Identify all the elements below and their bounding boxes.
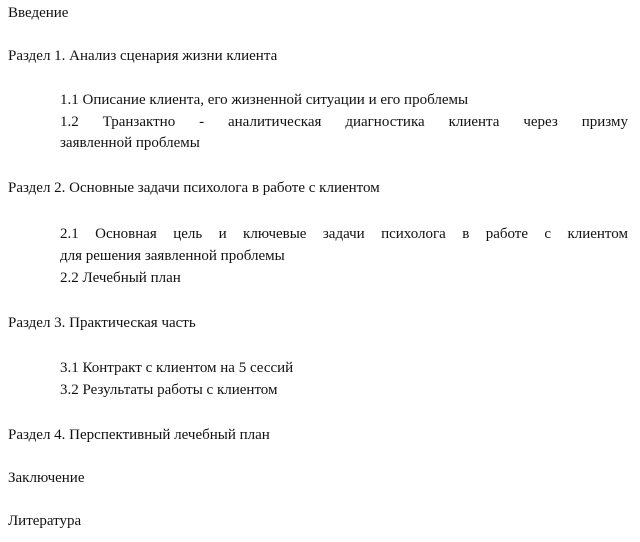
toc-section-3-title: Раздел 3. Практическая часть — [8, 315, 196, 331]
toc-section-1-title: Раздел 1. Анализ сценария жизни клиента — [8, 48, 278, 64]
toc-item-3-1: 3.1 Контракт с клиентом на 5 сессий — [60, 360, 294, 376]
toc-item-2-1-line-2: для решения заявленной проблемы — [60, 248, 285, 264]
toc-literature: Литература — [8, 513, 82, 529]
toc-conclusion: Заключение — [8, 470, 85, 486]
toc-item-2-2: 2.2 Лечебный план — [60, 270, 181, 286]
toc-item-2-1-line-1: 2.1 Основная цель и ключевые задачи психолога в работе с клиентом — [60, 226, 628, 242]
toc-item-1-2-line-2: заявленной проблемы — [60, 135, 200, 151]
toc-item-1-2-line-1: 1.2 Транзактно - аналитическая диагностика клиента через призму — [60, 114, 628, 130]
toc-item-3-2: 3.2 Результаты работы с клиентом — [60, 382, 278, 398]
toc-item-1-1: 1.1 Описание клиента, его жизненной ситуации и его проблемы — [60, 92, 469, 108]
toc-section-2-title: Раздел 2. Основные задачи психолога в работе с клиентом — [8, 180, 380, 196]
toc-intro: Введение — [8, 5, 69, 21]
toc-section-4-title: Раздел 4. Перспективный лечебный план — [8, 427, 270, 443]
